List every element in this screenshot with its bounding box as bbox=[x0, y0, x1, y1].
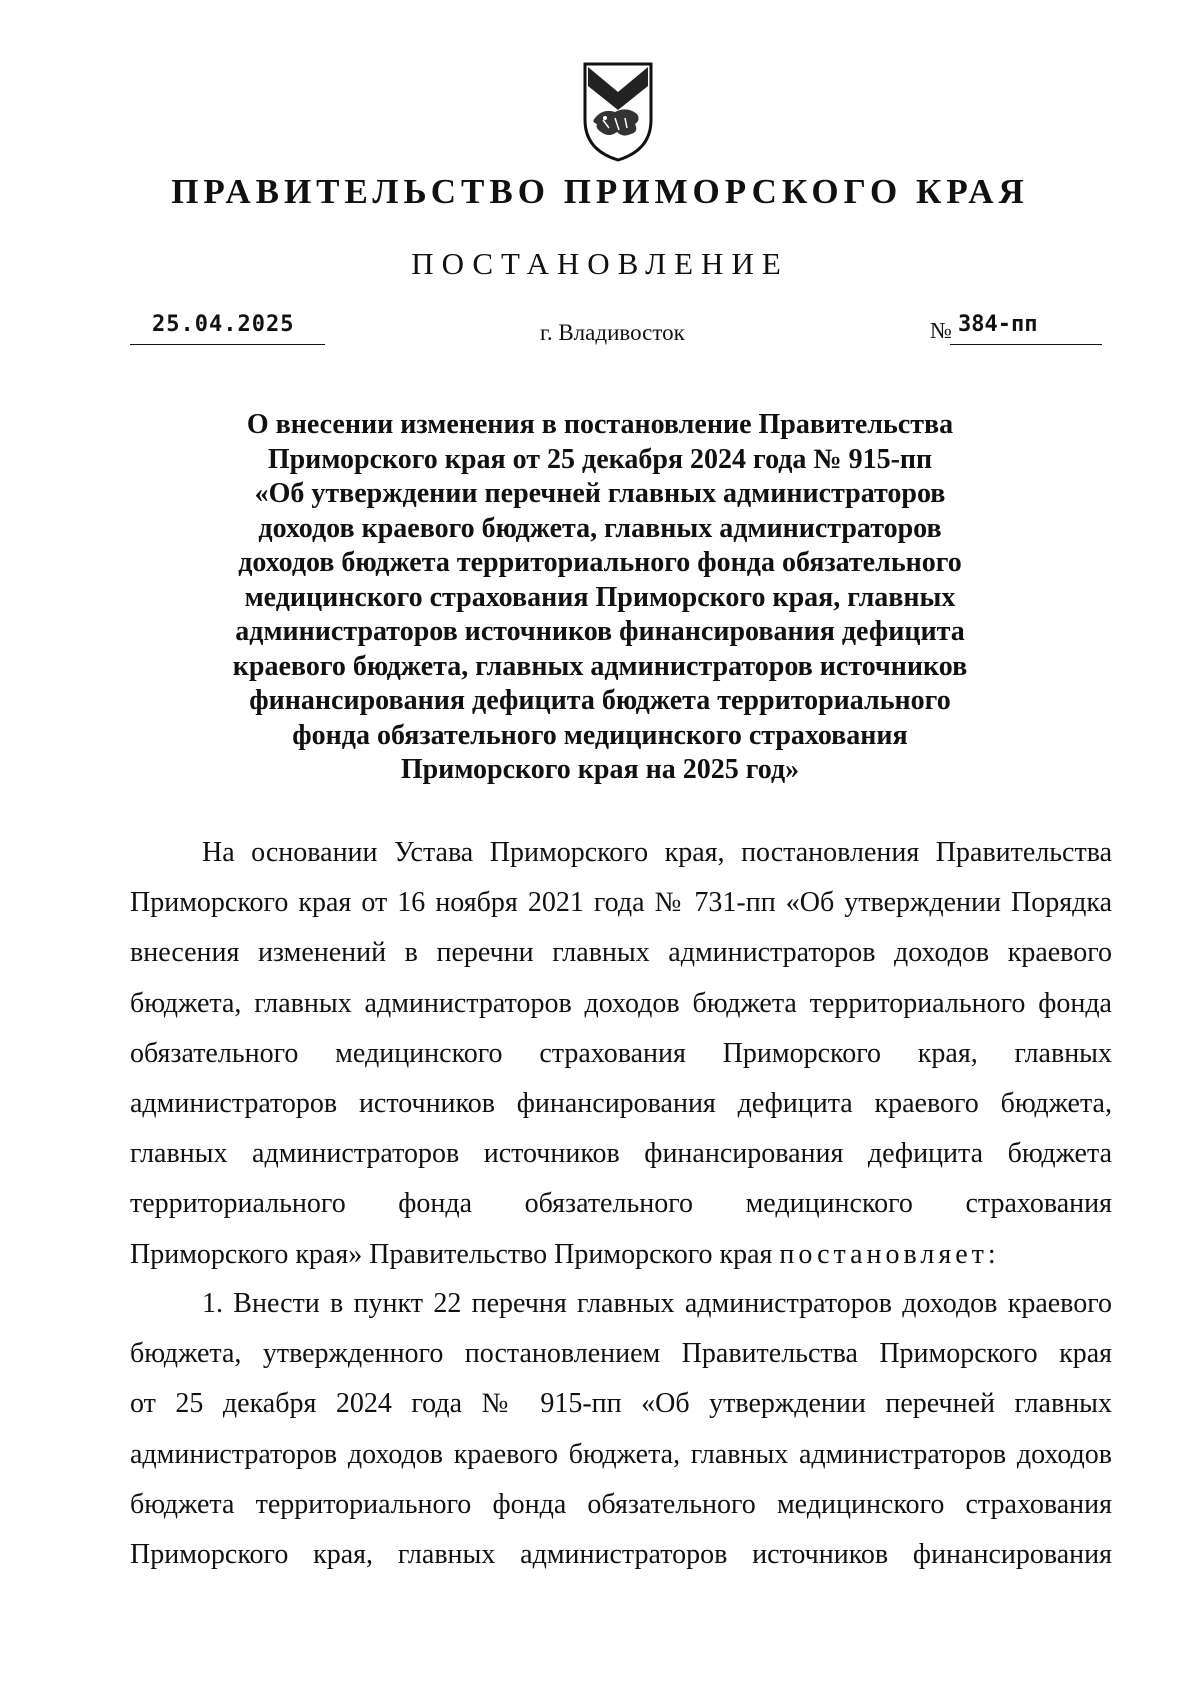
preamble-paragraph bbox=[130, 828, 1112, 1280]
document-type: ПОСТАНОВЛЕНИЕ bbox=[411, 246, 789, 281]
title-line: «Об утверждении перечней главных администраторов bbox=[254, 478, 946, 509]
date-underline bbox=[130, 344, 325, 345]
document-date: 25.04.2025 bbox=[152, 312, 295, 337]
document-title bbox=[150, 408, 1050, 788]
title-line: администраторов источников финансирования дефицита bbox=[235, 616, 965, 647]
coat-of-arms-emblem bbox=[565, 58, 671, 164]
title-line: Приморского края от 25 декабря 2024 года № 915-пп bbox=[267, 443, 933, 475]
paragraph-line: администраторов источников финансирования дефицита краевого бюджета, bbox=[130, 1087, 1112, 1119]
paragraph-line: внесения изменений в перечни главных администраторов доходов краевого bbox=[130, 937, 1112, 969]
title-line: фонда обязательного медицинского страхования bbox=[292, 719, 908, 751]
paragraph-line: бюджета, главных администраторов доходов бюджета территориального фонда bbox=[130, 987, 1112, 1019]
title-line: финансирования дефицита бюджета территориального bbox=[249, 685, 951, 716]
paragraph-line: Приморского края от 16 ноября 2021 года № 731-пп «Об утверждении Порядка bbox=[130, 887, 1112, 919]
number-sign: № bbox=[930, 318, 952, 343]
title-line: доходов краевого бюджета, главных администраторов bbox=[258, 512, 942, 544]
paragraph-line: На основании Устава Приморского края, постановления Правительства bbox=[202, 837, 1112, 868]
paragraph-line: администраторов доходов краевого бюджета, главных администраторов доходов bbox=[130, 1438, 1112, 1470]
paragraph-line: бюджета, утвержденного постановлением Правительства Приморского края bbox=[130, 1338, 1112, 1370]
paragraph-last-line bbox=[130, 1230, 1112, 1280]
paragraph-line-prefix: Приморского края» Правительство Приморского края bbox=[130, 1238, 780, 1270]
resolution-verb: постановляет: bbox=[779, 1238, 1000, 1270]
number-underline bbox=[950, 344, 1102, 345]
paragraph-line: Приморского края, главных администраторов источников финансирования bbox=[130, 1538, 1112, 1570]
paragraph-line: от 25 декабря 2024 года № 915-пп «Об утверждении перечней главных bbox=[130, 1388, 1112, 1420]
organization-name: ПРАВИТЕЛЬСТВО ПРИМОРСКОГО КРАЯ bbox=[171, 172, 1029, 211]
paragraph-line: обязательного медицинского страхования Приморского края, главных bbox=[130, 1037, 1112, 1069]
document-number: 384-пп bbox=[958, 312, 1038, 337]
paragraph-line: главных администраторов источников финансирования дефицита бюджета bbox=[130, 1138, 1112, 1170]
paragraph-line: территориального фонда обязательного медицинского страхования bbox=[130, 1188, 1112, 1220]
clause-1-paragraph bbox=[130, 1279, 1112, 1580]
paragraph-line: бюджета территориального фонда обязательного медицинского страхования bbox=[130, 1488, 1112, 1520]
title-line: О внесении изменения в постановление Правительства bbox=[246, 409, 954, 440]
title-line: краевого бюджета, главных администраторов источников bbox=[232, 650, 968, 682]
paragraph-line: 1. Внести в пункт 22 перечня главных администраторов доходов краевого bbox=[202, 1288, 1112, 1319]
document-city: г. Владивосток bbox=[540, 320, 685, 345]
title-line: медицинского страхования Приморского края, главных bbox=[244, 581, 956, 613]
title-line: доходов бюджета территориального фонда обязательного bbox=[238, 547, 962, 578]
title-line: Приморского края на 2025 год» bbox=[400, 754, 800, 785]
